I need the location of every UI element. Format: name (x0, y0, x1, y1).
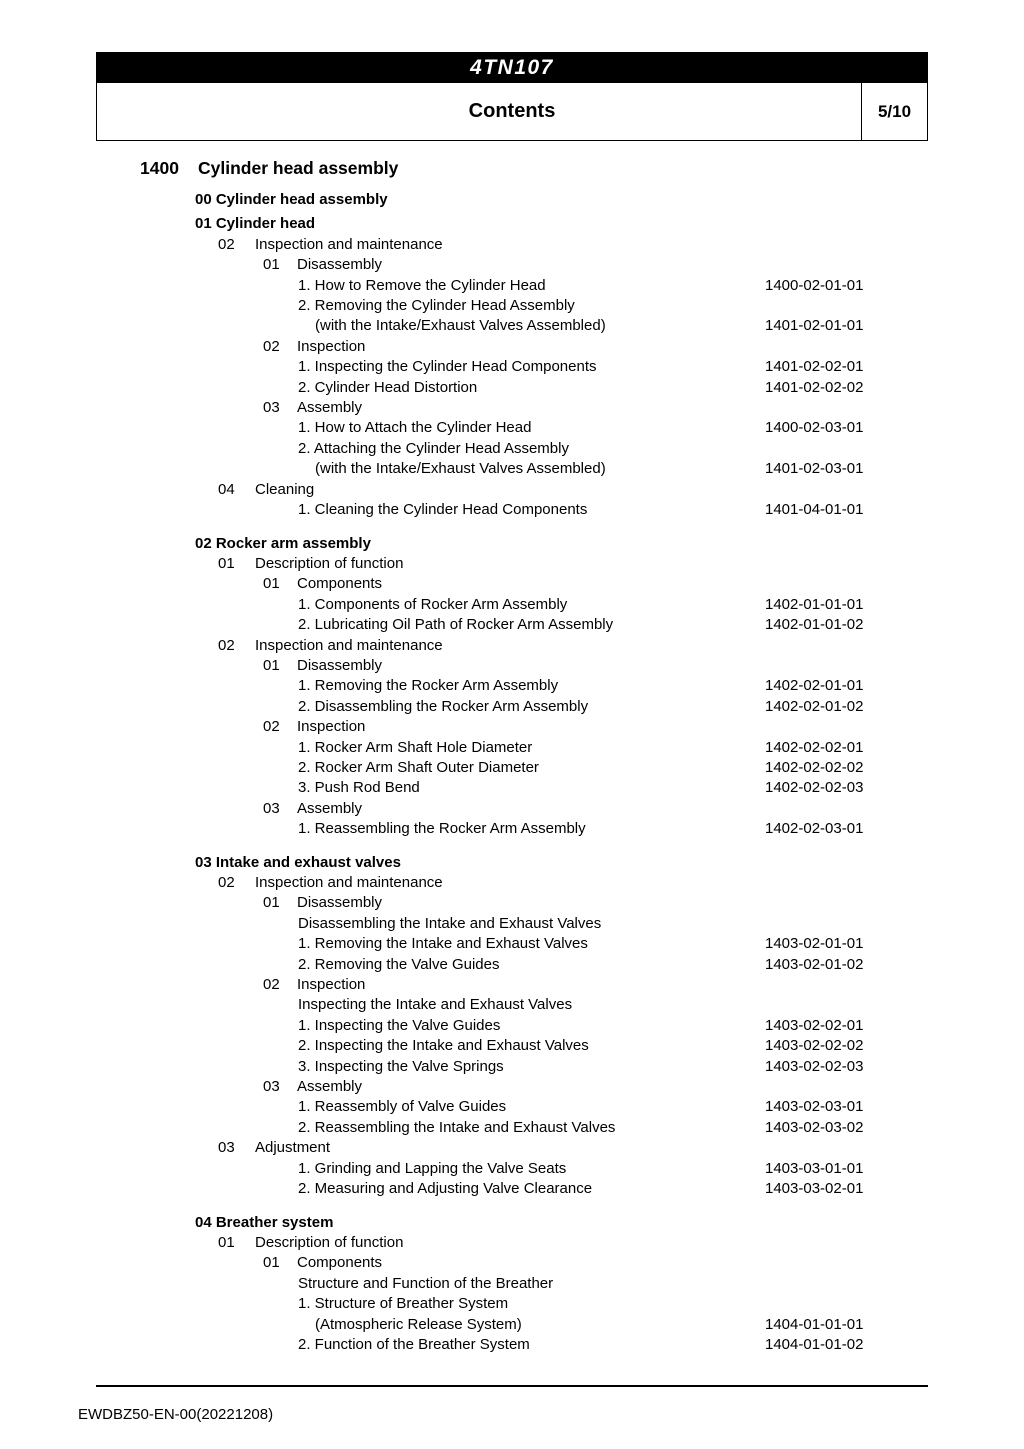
entry-text: Components (297, 575, 383, 593)
toc-row (96, 214, 928, 234)
section-title (96, 158, 928, 179)
entry-number: 01 (218, 1233, 235, 1251)
page-code: 1404-01-01-02 (765, 1335, 864, 1353)
toc-row (96, 554, 928, 574)
entry-text: 2. Attaching the Cylinder Head Assembly (298, 439, 569, 457)
toc-row (96, 656, 928, 676)
model-bar (96, 52, 928, 83)
table-of-contents (96, 158, 928, 1355)
entry-text: Disassembly (297, 256, 383, 274)
toc-row (96, 398, 928, 418)
entry-text: 03 Intake and exhaust valves (195, 853, 401, 871)
toc-row (96, 1233, 928, 1253)
entry-number: 04 (218, 480, 235, 498)
page-code: 1402-02-02-01 (765, 738, 864, 756)
section-title-text: Cylinder head assembly (198, 158, 399, 178)
doc-code: EWDBZ50-EN-00(20221208) (78, 1406, 274, 1423)
toc-row (96, 595, 928, 615)
toc-row (96, 190, 928, 210)
entry-text: 1. Components of Rocker Arm Assembly (298, 595, 568, 613)
entry-text: 1. Cleaning the Cylinder Head Components (298, 501, 588, 519)
entry-number: 01 (263, 656, 280, 674)
page-code: 1402-02-03-01 (765, 820, 864, 838)
toc-row (96, 1016, 928, 1036)
entry-text: 1. Removing the Intake and Exhaust Valves (298, 935, 588, 953)
toc-row (96, 418, 928, 438)
toc-row (96, 1179, 928, 1199)
toc-row (96, 819, 928, 839)
entry-text: 1. Inspecting the Valve Guides (298, 1016, 501, 1034)
entry-number: 01 (263, 894, 280, 912)
entry-text: 2. Removing the Cylinder Head Assembly (298, 297, 575, 315)
page-header (96, 52, 928, 141)
page-number: 5/10 (861, 83, 927, 140)
page-code: 1401-02-03-01 (765, 460, 864, 478)
entry-text: (Atmospheric Release System) (315, 1315, 522, 1333)
entry-number: 03 (263, 399, 280, 417)
toc-row (96, 1213, 928, 1233)
toc-row (96, 439, 928, 459)
page-code: 1401-02-02-02 (765, 378, 864, 396)
page-code: 1402-02-01-02 (765, 697, 864, 715)
entry-text: 00 Cylinder head assembly (195, 191, 388, 208)
toc-row (96, 337, 928, 357)
entry-text: Assembly (297, 799, 363, 817)
page-code: 1402-01-01-02 (765, 616, 864, 634)
toc-row (96, 235, 928, 255)
page-code: 1403-02-02-02 (765, 1037, 864, 1055)
entry-text: 1. Removing the Rocker Arm Assembly (298, 677, 559, 695)
page-code: 1403-02-01-01 (765, 935, 864, 953)
entry-text: Assembly (297, 399, 363, 417)
entry-text: 01 Cylinder head (195, 215, 316, 233)
entry-number: 01 (263, 256, 280, 274)
entry-text: (with the Intake/Exhaust Valves Assembled) (315, 317, 606, 335)
toc-row (96, 1077, 928, 1097)
toc-row (96, 778, 928, 798)
toc-row (96, 276, 928, 296)
entry-text: (with the Intake/Exhaust Valves Assembled) (315, 460, 606, 478)
entry-text: Inspection and maintenance (255, 636, 443, 654)
section-number: 1400 (140, 158, 179, 178)
entry-text: 3. Inspecting the Valve Springs (298, 1057, 504, 1075)
page-code: 1400-02-01-01 (765, 276, 864, 294)
entry-text: Assembly (297, 1078, 363, 1096)
toc-row (96, 1274, 928, 1294)
entry-text: Description of function (255, 554, 404, 572)
entry-text: 1. Reassembly of Valve Guides (298, 1098, 507, 1116)
entry-text: 04 Breather system (195, 1213, 334, 1231)
entry-text: Inspection (297, 337, 366, 355)
entry-text: 1. Structure of Breather System (298, 1295, 509, 1313)
entry-number: 02 (218, 235, 235, 253)
toc-row (96, 955, 928, 975)
entry-number: 01 (263, 1254, 280, 1272)
entry-text: Inspecting the Intake and Exhaust Valves (298, 996, 573, 1014)
toc-row (96, 995, 928, 1015)
entry-text: Structure and Function of the Breather (298, 1274, 554, 1292)
page-code: 1402-02-02-02 (765, 758, 864, 776)
page-code: 1403-02-03-01 (765, 1098, 864, 1116)
toc-row (96, 1335, 928, 1355)
toc-row (96, 378, 928, 398)
title-row (96, 83, 928, 141)
entry-number: 03 (218, 1139, 235, 1157)
toc-row (96, 975, 928, 995)
entry-text: 1. Grinding and Lapping the Valve Seats (298, 1159, 567, 1177)
toc-row (96, 255, 928, 275)
entry-text: 2. Function of the Breather System (298, 1335, 530, 1353)
toc-row (96, 1138, 928, 1158)
entry-text: Adjustment (255, 1139, 331, 1157)
toc-row (96, 1097, 928, 1117)
toc-row (96, 1294, 928, 1314)
toc-row (96, 534, 928, 554)
toc-row (96, 853, 928, 873)
toc-row (96, 636, 928, 656)
footer-rule (96, 1385, 928, 1387)
toc-row (96, 459, 928, 479)
entry-text: 2. Disassembling the Rocker Arm Assembly (298, 697, 589, 715)
page-code: 1401-04-01-01 (765, 501, 864, 519)
toc-row (96, 758, 928, 778)
entry-number: 02 (218, 874, 235, 891)
entry-text: Inspection and maintenance (255, 235, 443, 253)
entry-text: 2. Measuring and Adjusting Valve Clearance (298, 1180, 593, 1198)
toc-row (96, 914, 928, 934)
page-code: 1402-02-01-01 (765, 677, 864, 695)
toc-row (96, 1036, 928, 1056)
toc-row (96, 1253, 928, 1273)
toc-row (96, 738, 928, 758)
entry-text: 3. Push Rod Bend (298, 779, 420, 797)
toc-row (96, 717, 928, 737)
entry-text: 2. Inspecting the Intake and Exhaust Valves (298, 1037, 589, 1055)
toc-row (96, 1159, 928, 1179)
toc-row (96, 480, 928, 500)
entry-text: 2. Reassembling the Intake and Exhaust Valves (298, 1118, 616, 1136)
toc-row (96, 893, 928, 913)
entry-text: 1. How to Remove the Cylinder Head (298, 276, 546, 294)
page-code: 1403-02-03-02 (765, 1118, 864, 1136)
toc-row (96, 296, 928, 316)
toc-row (96, 500, 928, 520)
entry-text: Inspection (297, 718, 366, 736)
entry-text: 2. Rocker Arm Shaft Outer Diameter (298, 758, 539, 776)
entry-text: 2. Cylinder Head Distortion (298, 378, 478, 396)
page-code: 1402-02-02-03 (765, 779, 864, 797)
page-code: 1400-02-03-01 (765, 419, 864, 437)
entry-number: 02 (263, 718, 280, 736)
toc-row (96, 1118, 928, 1138)
entry-text: Inspection and maintenance (255, 874, 443, 891)
entry-text: Disassembly (297, 656, 383, 674)
page-code: 1402-01-01-01 (765, 595, 864, 613)
entry-number: 02 (218, 636, 235, 654)
page-code: 1403-03-02-01 (765, 1180, 864, 1198)
entry-number: 02 (263, 976, 280, 994)
entry-number: 02 (263, 337, 280, 355)
page-code: 1403-02-01-02 (765, 955, 864, 973)
entry-text: Disassembling the Intake and Exhaust Valves (298, 914, 602, 932)
toc-row (96, 873, 928, 893)
entry-text: 1. Inspecting the Cylinder Head Components (298, 358, 597, 376)
toc-row (96, 934, 928, 954)
entry-text: Disassembly (297, 894, 383, 912)
entry-text: 1. Reassembling the Rocker Arm Assembly (298, 820, 586, 838)
toc-row (96, 1315, 928, 1335)
entry-text: Description of function (255, 1233, 404, 1251)
entry-text: Components (297, 1254, 383, 1272)
toc-row (96, 1057, 928, 1077)
toc-row (96, 357, 928, 377)
toc-row (96, 574, 928, 594)
toc-rows (96, 190, 928, 1355)
entry-text: 02 Rocker arm assembly (195, 534, 371, 552)
toc-row (96, 697, 928, 717)
page-code: 1403-03-01-01 (765, 1159, 864, 1177)
entry-text: 1. How to Attach the Cylinder Head (298, 419, 532, 437)
entry-number: 03 (263, 1078, 280, 1096)
toc-row (96, 316, 928, 336)
model-name: 4TN107 (470, 55, 554, 79)
entry-text: 2. Lubricating Oil Path of Rocker Arm Assembly (298, 616, 614, 634)
page-code: 1403-02-02-03 (765, 1057, 864, 1075)
entry-text: 2. Removing the Valve Guides (298, 955, 500, 973)
entry-text: Cleaning (255, 480, 315, 498)
toc-row (96, 615, 928, 635)
entry-number: 01 (263, 575, 280, 593)
page-code: 1403-02-02-01 (765, 1016, 864, 1034)
toc-row (96, 676, 928, 696)
entry-text: Inspection (297, 976, 366, 994)
page-code: 1401-02-02-01 (765, 358, 864, 376)
contents-title: Contents (468, 100, 556, 122)
entry-number: 01 (218, 554, 235, 572)
entry-text: 1. Rocker Arm Shaft Hole Diameter (298, 738, 533, 756)
entry-number: 03 (263, 799, 280, 817)
page-code: 1401-02-01-01 (765, 317, 864, 335)
toc-row (96, 799, 928, 819)
page-code: 1404-01-01-01 (765, 1315, 864, 1333)
